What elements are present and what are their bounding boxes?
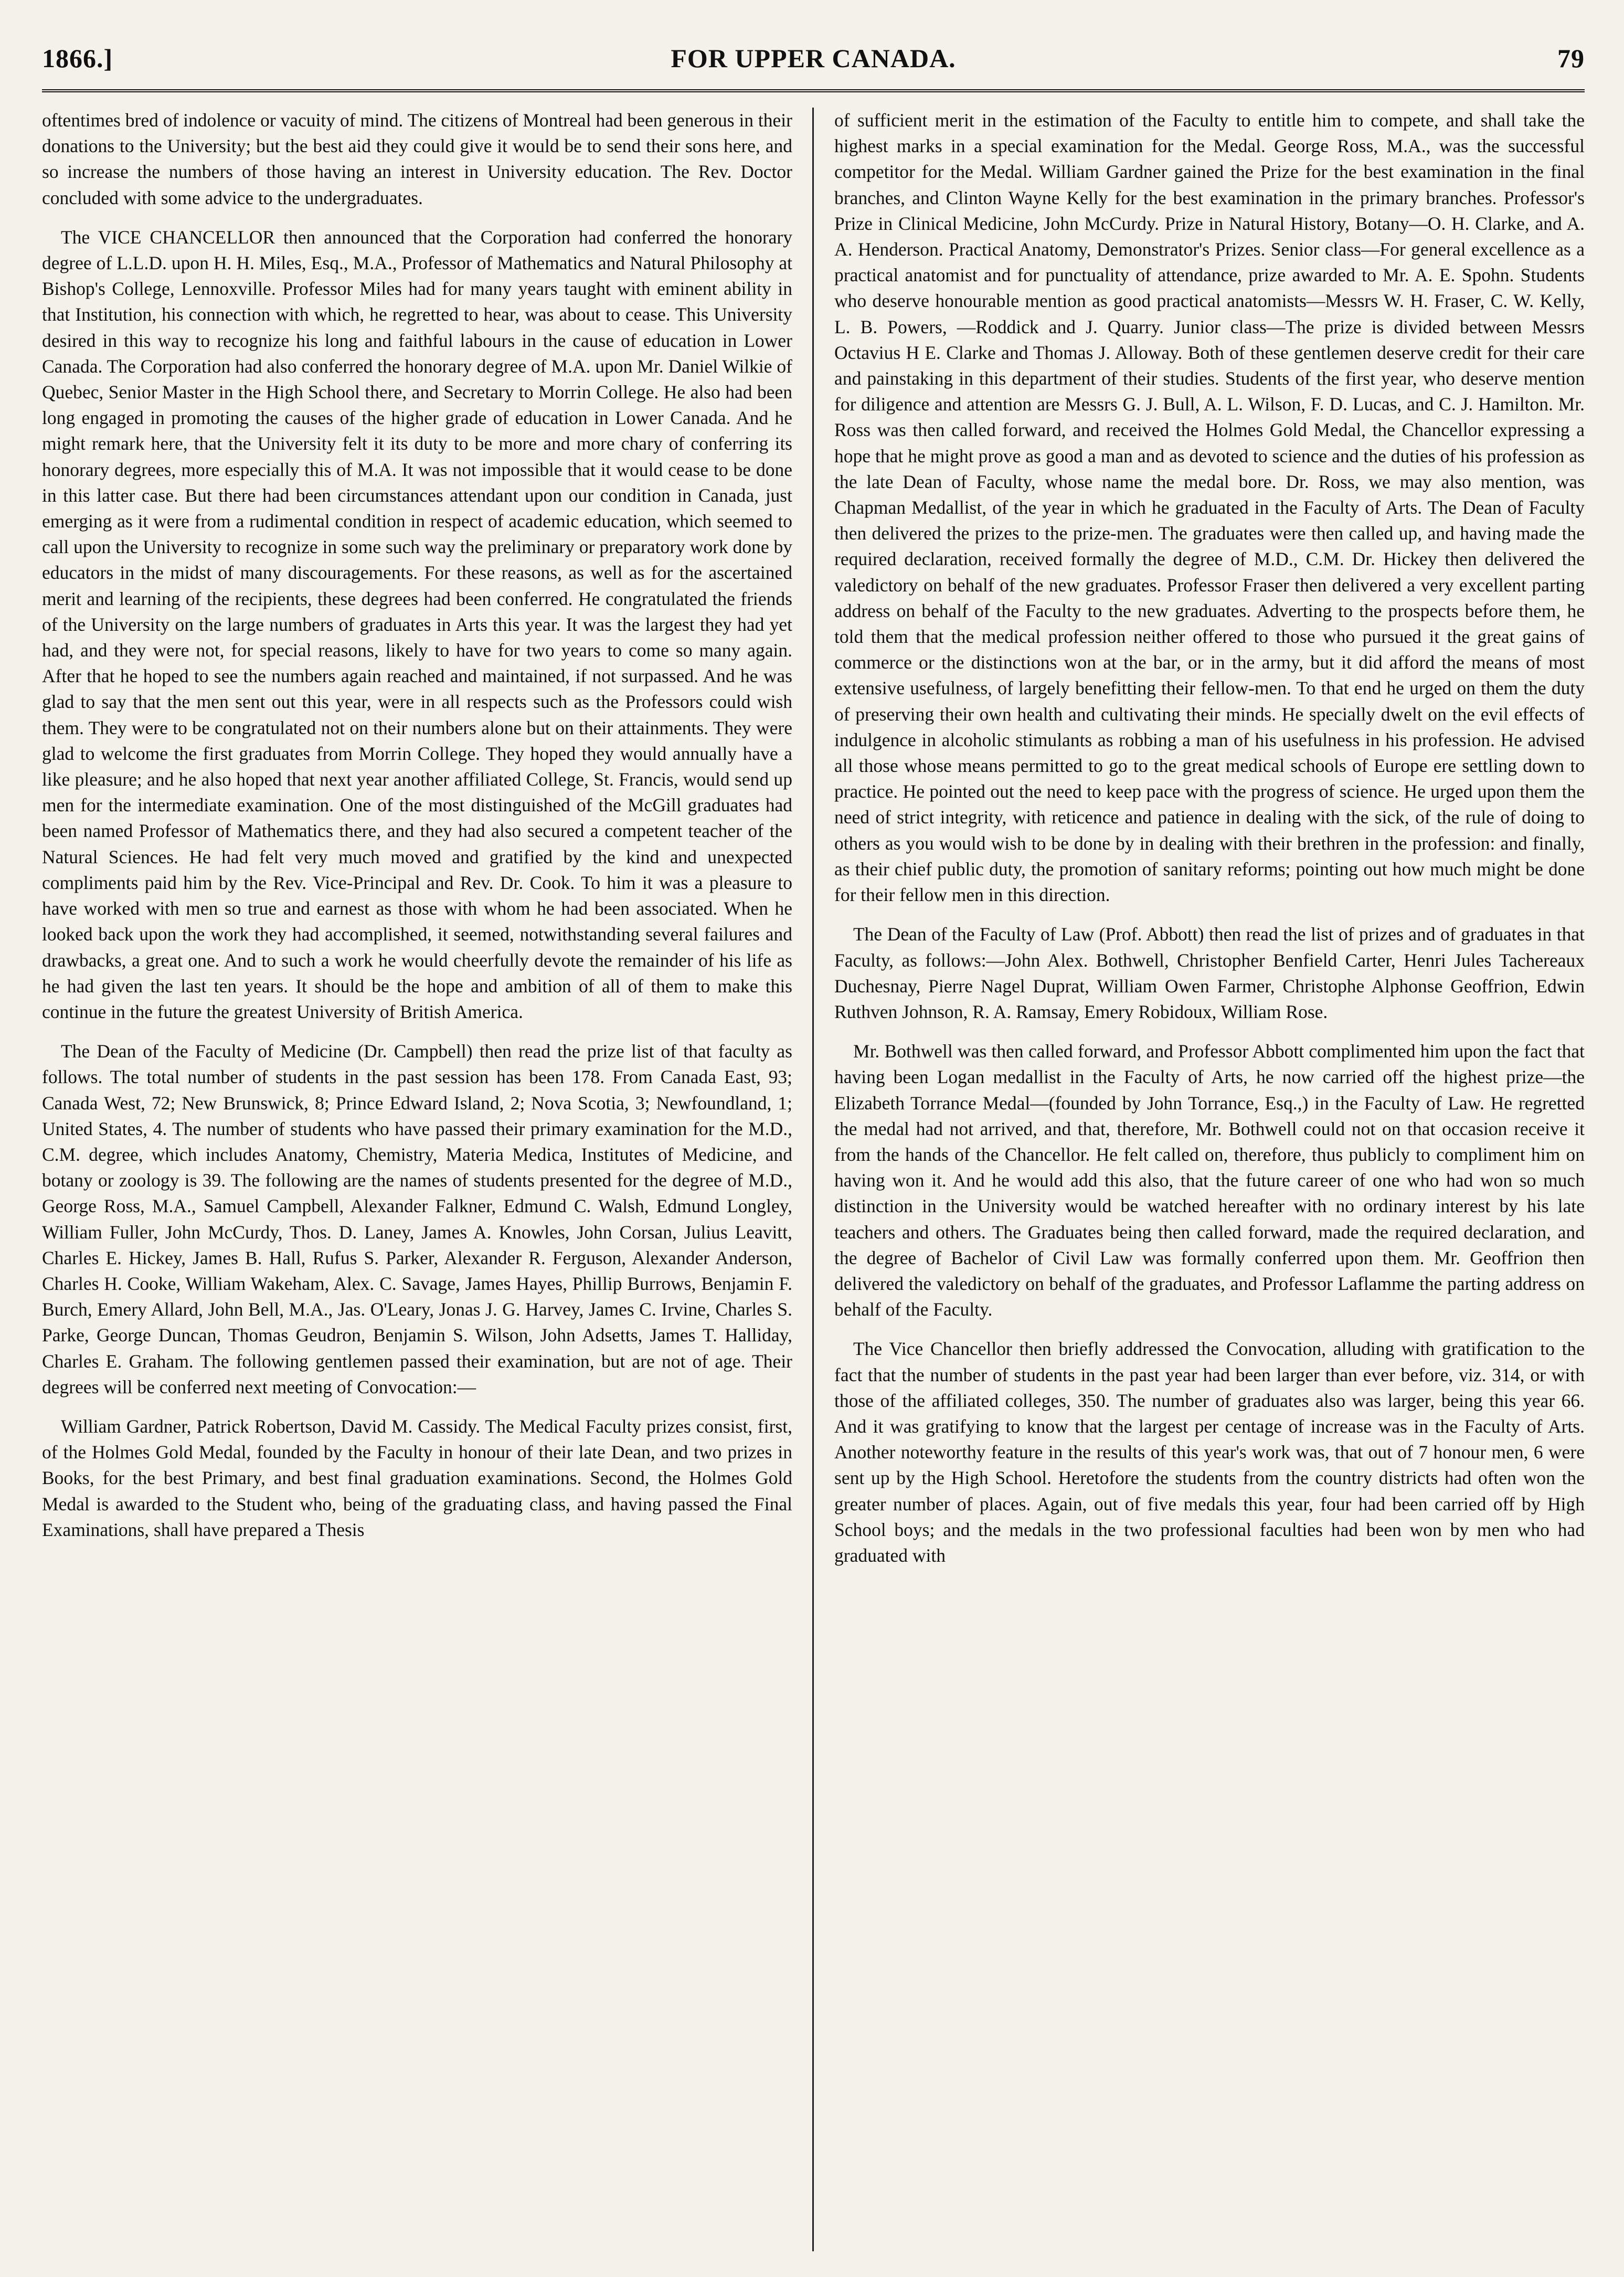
paragraph: oftentimes bred of indolence or vacuity of mind. The citizens of Montreal had been generous in their donations to the University; but the best aid they could give it would be to send their sons here, and so increase the numbers of those having an interest in University education. The Rev. Doctor concluded with some advice to the undergraduates. — [42, 110, 792, 208]
column-divider — [812, 108, 814, 2251]
page-number: 79 — [1557, 44, 1585, 73]
paragraph: of sufficient merit in the estimation of the Faculty to entitle him to compete, and shall take the highest marks in a special examination for the Medal. George Ross, M.A., was the successful competitor for the Medal. William Gardner gained the Prize for the best examination in the final branches, and Clinton Wayne Kelly for the best examination in the primary branches. Professor's Prize in Clinical Medicine, John McCurdy. Prize in Natural History, Botany—O. H. Clarke, and A. A. Henderson. Practical Anatomy, Demonstrator's Prizes. Senior class—For general excellence as a practical anatomist and for punctuality of attendance, prize awarded to Mr. A. E. Spohn. Students who deserve honourable mention as good practical anatomists—Messrs W. H. Fraser, C. W. Kelly, L. B. Powers, —Roddick and J. Quarry. Junior class—The prize is divided between Messrs Octavius H E. Clarke and Thomas J. Alloway. Both of these gentlemen deserve credit for their care and painstaking in this department of their studies. Students of the first year, who deserve mention for diligence and attention are Messrs G. J. Bull, A. L. Wilson, F. D. Lucas, and C. J. Hamilton. Mr. Ross was then called forward, and received the Holmes Gold Medal, the Chancellor expressing a hope that he might prove as good a man and as devoted to science and the duties of his profession as the late Dean of Faculty, whose name the medal bore. Dr. Ross, we may also mention, was Chapman Medallist, of the year in which he graduated in the Faculty of Arts. The Dean of Faculty then delivered the prizes to the prize-men. The graduates were then called up, and having made the required declaration, received formally the degree of M.D., C.M. Dr. Hickey then delivered the valedictory on behalf of the new graduates. Professor Fraser then delivered a very excellent parting address on behalf of the Faculty to the new graduates. Adverting to the prospects before them, he told them that the medical profession neither offered to those who pursued it the great gains of commerce or the distinctions won at the bar, or in the army, but it did afford the means of most extensive usefulness, of largely benefitting their fellow-men. To that end he urged on them the duty of preserving their own health and cultivating their minds. He specially dwelt on the evil effects of indulgence in alcoholic stimulants as robbing a man of his usefulness in his profession. He advised all those whose means permitted to go to the great medical schools of Europe ere settling down to practice. He pointed out the need to keep pace with the progress of science. He urged upon them the need of strict integrity, with reticence and patience in dealing with the sick, of the rule of doing to others as you would wish to be done by in dealing with their brethren in the profession: and finally, as their chief public duty, the promotion of sanitary reforms; pointing out how much might be done for their fellow men in this direction. — [834, 110, 1585, 906]
left-column — [42, 108, 792, 2251]
paragraph: The Dean of the Faculty of Medicine (Dr. Campbell) then read the prize list of that faculty as follows. The total number of students in the past session has been 178. From Canada East, 93; Canada West, 72; New Brunswick, 8; Prince Edward Island, 2; Nova Scotia, 3; Newfoundland, 1; United States, 4. The number of students who have passed their primary examination for the M.D., C.M. degree, which includes Anatomy, Chemistry, Materia Medica, Institutes of Medicine, and botany or zoology is 39. The following are the names of students presented for the degree of M.D., George Ross, M.A., Samuel Campbell, Alexander Falkner, Edmund C. Walsh, Edmund Longley, William Fuller, John McCurdy, Thos. D. Laney, James A. Knowles, John Corsan, Julius Leavitt, Charles E. Hickey, James B. Hall, Rufus S. Parker, Alexander R. Ferguson, Alexander Anderson, Charles H. Cooke, William Wakeham, Alex. C. Savage, James Hayes, Phillip Burrows, Benjamin F. Burch, Emery Allard, John Bell, M.A., Jas. O'Leary, Jonas J. G. Harvey, James C. Irvine, Charles S. Parke, George Duncan, Thomas Geudron, Benjamin S. Wilson, John Adsetts, James T. Halliday, Charles E. Graham. The following gentlemen passed their examination, but are not of age. Their degrees will be conferred next meeting of Convocation:— — [42, 1041, 792, 1397]
paragraph: William Gardner, Patrick Robertson, David M. Cassidy. The Medical Faculty prizes consist, first, of the Holmes Gold Medal, founded by the Faculty in honour of their late Dean, and two prizes in Books, for the best Primary, and best final graduation examinations. Second, the Holmes Gold Medal is awarded to the Student who, being of the graduating class, and having passed the Final Examinations, shall have prepared a Thesis — [42, 1415, 792, 1540]
paragraph: The Dean of the Faculty of Law (Prof. Abbott) then read the list of prizes and of graduates in that Faculty, as follows:—John Alex. Bothwell, Christopher Benfield Carter, Henri Jules Tachereaux Duchesnay, Pierre Nagel Duprat, William Owen Farmer, Christophe Alphonse Geoffrion, Edwin Ruthven Johnson, R. A. Ramsay, Emery Robidoux, William Rose. — [834, 924, 1585, 1022]
paragraph: The VICE CHANCELLOR then announced that the Corporation had conferred the honorary degree of L.L.D. upon H. H. Miles, Esq., M.A., Professor of Mathematics and Natural Philosophy at Bishop's College, Lennoxville. Professor Miles had for many years taught with eminent ability in that Institution, his connection with which, he regretted to hear, was about to cease. This University desired in this way to recognize his long and faithful labours in the cause of education in Lower Canada. The Corporation had also conferred the honorary degree of M.A. upon Mr. Daniel Wilkie of Quebec, Senior Master in the High School there, and Secretary to Morrin College. He also had been long engaged in promoting the causes of the higher grade of education in Lower Canada. And he might remark here, that the University felt it its duty to be more and more chary of conferring its honorary degrees, more especially this of M.A. It was not impossible that it would cease to be done in this latter case. But there had been circumstances attendant upon our condition in Canada, just emerging as it were from a rudimental condition in respect of academic education, which seemed to call upon the University to recognize in some such way the preliminary or preparatory work done by educators in the midst of many discouragements. For these reasons, as well as for the ascertained merit and learning of the recipients, these degrees had been conferred. He congratulated the friends of the University on the large numbers of graduates in Arts this year. It was the largest they had yet had, and they were not, for special reasons, likely to have for two years to come so many again. After that he hoped to see the numbers again reached and maintained, if not surpassed. And he was glad to say that the men sent out this year, were in all respects such as the Professors could wish them. They were to be congratulated not on their numbers alone but on their attainments. They were glad to welcome the first graduates from Morrin College. They hoped they would annually have a like pleasure; and he also hoped that next year another affiliated College, St. Francis, would send up men for the intermediate examination. One of the most distinguished of the McGill graduates had been named Professor of Mathematics there, and they had also secured a competent teacher of the Natural Sciences. He had felt very much moved and gratified by the kind and unexpected compliments paid him by the Rev. Vice-Principal and Rev. Dr. Cook. To him it was a pleasure to have worked with men so true and earnest as those with whom he had been associated. When he looked back upon the work they had accomplished, it seemed, notwithstanding several failures and drawbacks, a great one. And to such a work he would cheerfully devote the remainder of his life as he had given the last ten years. It should be the hope and ambition of all of them to make this continue in the future the greatest University of British America. — [42, 226, 792, 1022]
issue-year: 1866.] — [42, 44, 113, 73]
paragraph: The Vice Chancellor then briefly addressed the Convocation, alluding with gratification to the fact that the number of students in the past year had been larger than ever before, viz. 314, or with those of the affiliated colleges, 350. The number of graduates also was larger, being this year 66. And it was gratifying to know that the largest per centage of increase was in the Faculty of Arts. Another noteworthy feature in the results of this year's work was, that out of 7 honour men, 6 were sent up by the High School. Heretofore the students from the country districts had often won the greater number of places. Again, out of five medals this year, four had been carried off by High School boys; and the medals in the two professional faculties had been won by men who had graduated with — [834, 1338, 1585, 1566]
right-column — [834, 108, 1585, 2251]
paragraph: Mr. Bothwell was then called forward, and Professor Abbott complimented him upon the fact that having been Logan medallist in the Faculty of Arts, he now carried off the highest prize—the Elizabeth Torrance Medal—(founded by John Torrance, Esq.,) in the Faculty of Law. He regretted the medal had not arrived, and that, therefore, Mr. Bothwell could not on that occasion receive it from the hands of the Chancellor. He felt called on, therefore, thus publicly to compliment him on having won it. And he would add this also, that the future career of one who had won so much distinction in the University would be watched hereafter with no ordinary interest by his late teachers and others. The Graduates being then called forward, made the required declaration, and the degree of Bachelor of Civil Law was formally conferred upon them. Mr. Geoffrion then delivered the valedictory on behalf of the graduates, and Professor Laflamme the parting address on behalf of the Faculty. — [834, 1041, 1585, 1320]
page-header — [42, 31, 1585, 92]
running-title: FOR UPPER CANADA. — [671, 44, 956, 73]
journal-page — [42, 31, 1585, 2251]
article-columns — [42, 108, 1585, 2251]
